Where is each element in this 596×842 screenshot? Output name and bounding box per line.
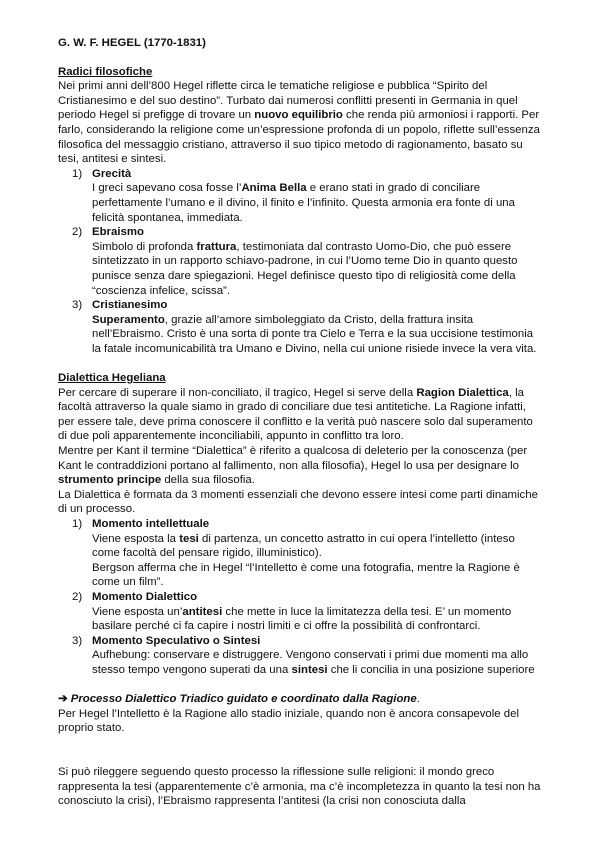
document-title: G. W. F. HEGEL (1770-1831) — [58, 37, 206, 49]
religion-list — [58, 167, 542, 357]
list-item-title: Momento Dialettico — [92, 590, 198, 603]
section1-intro — [58, 79, 542, 167]
section2-para3 — [58, 488, 542, 517]
section-heading-dialettica: Dialettica Hegeliana — [58, 372, 166, 385]
list-number: 1) — [72, 518, 83, 530]
list-item-ebraismo — [58, 225, 542, 298]
body-seg: , testimoniata dal contrasto Uomo-Dio, che può essere sintetizzato in un rapporto schiavo-padrone, in cui l’Uomo teme Dio in quanto questo punisce senza dare spiegazioni. Hegel definisce questo tipo di religiosità come della “coscienza infelice, scissa”. — [92, 240, 518, 297]
para-seg: La Dialettica è formata da 3 momenti essenziali che devono essere intesi come parti dinamiche di un processo. — [58, 488, 538, 516]
body-seg: , grazie all’amore simboleggiato da Cristo, della frattura insita nell’Ebraismo. Cristo è una sorta di ponte tra Cielo e Terra e la sua uccisione testimonia la fatale incomunicabilità tra Umano e Divino, nella cui unione risiede invece la vera vita. — [92, 313, 537, 355]
list-item-grecita — [58, 167, 542, 225]
body-seg: Aufhebung: conservare e distruggere. Vengono conservati i primi due momenti ma allo stesso tempo vengono superati da una — [92, 649, 529, 676]
body-seg-bold: Superamento — [92, 313, 165, 326]
section2-para1 — [58, 386, 542, 444]
body-seg: e erano stati in grado di conciliare perfettamente l’umano e il divino, il finito e l’infinito. Questa armonia era fonte di una felicità spontanea, immediata. — [92, 182, 515, 224]
list-item-body — [92, 648, 542, 677]
body-seg-bold: frattura — [196, 240, 237, 253]
list-number: 3) — [72, 634, 83, 647]
body-seg: che li concilia in una posizione superiore — [327, 663, 535, 676]
spacer — [58, 356, 542, 371]
document-page — [58, 36, 542, 809]
list-item-extra: Bergson afferma che in Hegel “l’Intelletto è come una fotografia, mentre la Ragione è come un film”. — [92, 561, 520, 589]
process-label: Processo Dialettico Triadico guidato e coordinato dalla Ragione — [70, 693, 417, 706]
body-seg: Simbolo di profonda — [92, 240, 197, 253]
para-seg-bold: Ragion Dialettica — [416, 386, 509, 399]
body-seg: Viene esposta la — [92, 532, 180, 545]
list-item-body — [92, 532, 542, 561]
spacer — [58, 678, 542, 693]
body-seg: I greci sapevano cosa fosse l’ — [92, 182, 242, 195]
intro-seg: Nei primi anni dell’800 Hegel riflette circa le tematiche religiose e pubblica “Spirito del Cristianesimo e del suo destino”. Turbato dai numerosi conflitti presenti in Germania in quel periodo Hegel si prefigge di trovare un — [58, 80, 518, 122]
spacer — [58, 736, 542, 765]
closing-paragraph: Si può rileggere seguendo questo processo la riflessione sulle religioni: il mondo greco rappresenta la tesi (apparentemente c’è armonia, ma c’è incompletezza in quanto la tesi non ha conosciuto la crisi), l’Ebraismo rappresenta l’antitesi (la crisi non conosciuta dalla — [58, 765, 541, 808]
list-item-body — [92, 605, 542, 634]
body-seg-bold: tesi — [179, 532, 199, 545]
list-item-momento-intellettuale — [58, 517, 542, 590]
body-seg: Viene esposta un’ — [92, 605, 183, 618]
body-seg-bold: sintesi — [291, 663, 328, 676]
body-seg-bold: Anima Bella — [241, 182, 307, 195]
list-item-title: Momento intellettuale — [92, 518, 210, 530]
list-number: 2) — [72, 226, 83, 239]
list-item-body — [92, 313, 542, 357]
intro-seg-bold: nuovo equilibrio — [254, 109, 343, 122]
intro-seg: che renda più armoniosi i rapporti. Per farlo, considerando la religione come un’espressione profonda di un popolo, riflette sull’essenza filosofica del messaggio cristiano, attraverso il suo tipico metodo di ragionamento, basato su tesi, antitesi e sintesi. — [58, 109, 540, 166]
arrow-right-icon: ➔ — [58, 693, 68, 706]
list-number: 1) — [72, 167, 83, 180]
list-item-body — [92, 240, 542, 298]
list-number: 3) — [72, 299, 83, 312]
section2-para2 — [58, 444, 542, 488]
process-heading — [58, 692, 542, 707]
body-seg: di partenza, un concetto astratto in cui opera l’intelletto (inteso come facoltà del pensare rigido, illuministico). — [92, 532, 515, 560]
para-seg-bold: strumento principe — [58, 474, 162, 487]
body-seg: che mette in luce la limitatezza della tesi. E’ un momento basilare perché ci fa capire i nostri limiti e ci offre la possibilità di confrontarci. — [92, 605, 512, 633]
list-number: 2) — [72, 590, 83, 603]
list-item-title: Cristianesimo — [92, 299, 168, 312]
list-item-title: Ebraismo — [92, 226, 144, 239]
moments-list — [58, 517, 542, 678]
para-seg: , la facoltà attraverso la quale siamo in grado di conciliare due tesi antitetiche. La Ragione infatti, per essere tale, deve prima conoscere il conflitto e la verità può nascere solo dal superamento di due poli apparentemente inconciliabili, appunto in conflitto tra loro. — [58, 386, 533, 443]
process-text: Per Hegel l’Intelletto è la Ragione allo stadio iniziale, quando non è ancora consapevole del proprio stato. — [58, 707, 519, 735]
list-item-title: Grecità — [92, 167, 132, 180]
section-heading-radici: Radici filosofiche — [58, 65, 153, 78]
para-seg: Mentre per Kant il termine “Dialettica” è riferito a qualcosa di deleterio per la conoscenza (per Kant le contraddizioni portano al fallimento, non alla filosofia), Hegel lo usa per designare lo — [58, 445, 528, 472]
list-item-momento-dialettico — [58, 590, 542, 634]
list-item-momento-speculativo — [58, 634, 542, 678]
list-item-cristianesimo — [58, 298, 542, 356]
list-item-body — [92, 181, 542, 225]
para-seg: Per cercare di superare il non-conciliato, il tragico, Hegel si serve della — [58, 386, 417, 399]
para-seg: della sua filosofia. — [161, 474, 255, 487]
body-seg-bold: antitesi — [182, 605, 223, 618]
list-item-title: Momento Speculativo o Sintesi — [92, 634, 261, 647]
process-period: . — [416, 693, 420, 706]
